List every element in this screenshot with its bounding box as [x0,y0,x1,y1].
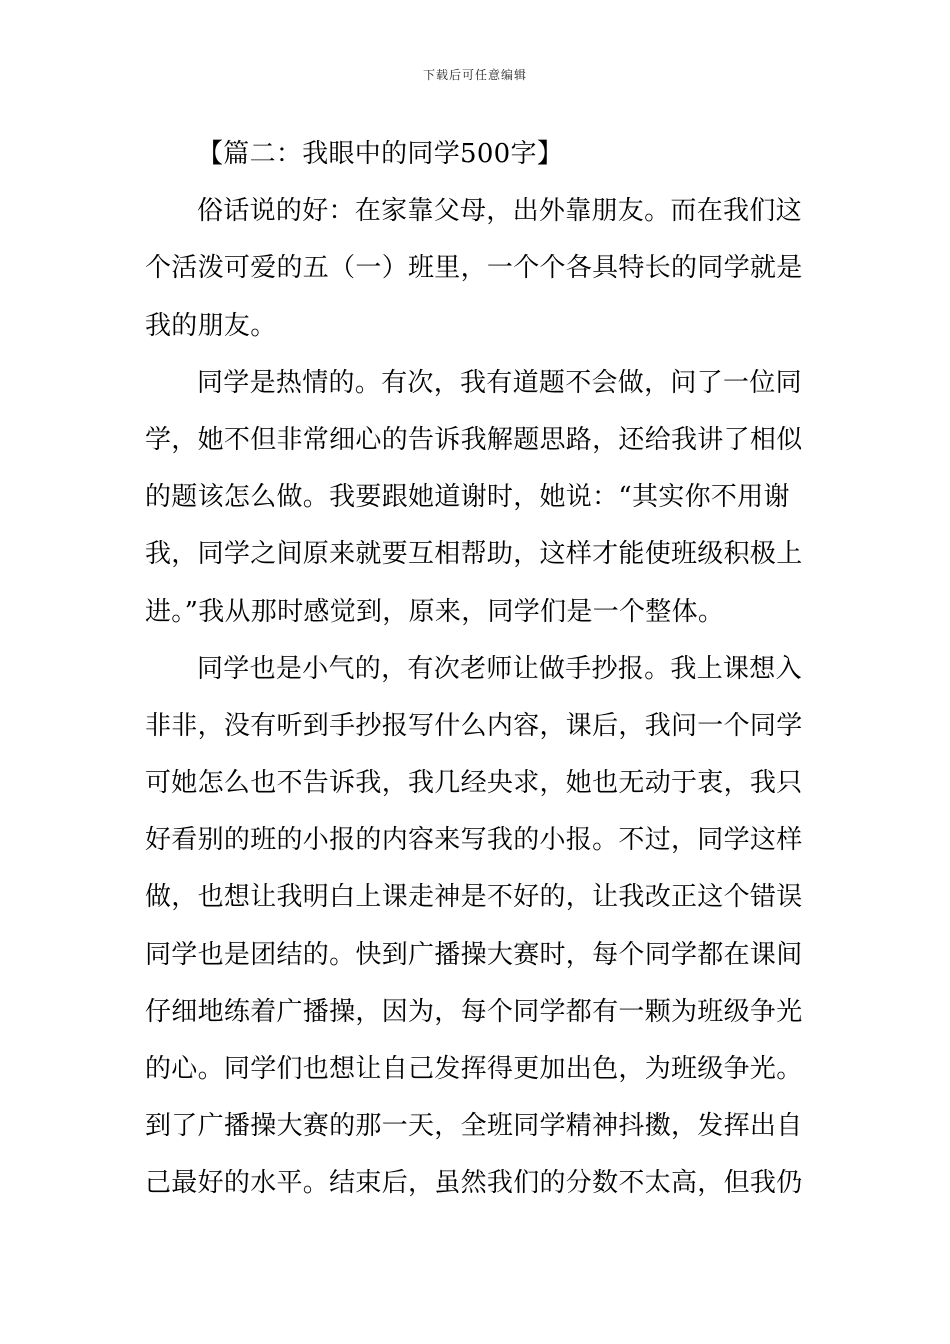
text-line: 非非，没有听到手抄报写什么内容，课后，我问一个同学 [145,710,803,741]
document-title: 【篇二：我眼中的同学500字】 [197,139,564,169]
text-line: 的心。同学们也想让自己发挥得更加出色，为班级争光。 [145,1054,803,1084]
text-line: 可她怎么也不告诉我，我几经央求，她也无动于衷，我只 [145,768,803,799]
text-line: 仔细地练着广播操，因为，每个同学都有一颗为班级争光 [145,996,803,1027]
text-line: 俗话说的好：在家靠父母，出外靠朋友。而在我们这 [197,196,802,227]
document-body [145,126,810,1213]
text-line: 进。”我从那时感觉到，原来，同学们是一个整体。 [145,596,725,627]
text-line: 个活泼可爱的五（一）班里，一个个各具特长的同学就是 [145,253,803,284]
text-line: 我，同学之间原来就要互相帮助，这样才能使班级积极上 [145,539,803,570]
text-line: 的题该怎么做。我要跟她道谢时，她说：“其实你不用谢 [145,482,790,513]
text-line: 己最好的水平。结束后，虽然我们的分数不太高，但我仍 [145,1168,803,1199]
text-line: 我的朋友。 [145,310,277,341]
text-line: 同学也是小气的，有次老师让做手抄报。我上课想入 [197,653,802,684]
page-header: 下载后可任意编辑 [422,68,527,82]
text-line: 好看别的班的小报的内容来写我的小报。不过，同学这样 [145,825,803,856]
text-line: 到了广播操大赛的那一天，全班同学精神抖擞，发挥出自 [145,1111,803,1142]
text-line: 学，她不但非常细心的告诉我解题思路，还给我讲了相似 [145,424,803,455]
text-line: 做，也想让我明白上课走神是不好的，让我改正这个错误 [145,882,803,913]
text-line: 同学是热情的。有次，我有道题不会做，问了一位同 [197,367,802,398]
text-line: 同学也是团结的。快到广播操大赛时，每个同学都在课间 [145,939,803,970]
